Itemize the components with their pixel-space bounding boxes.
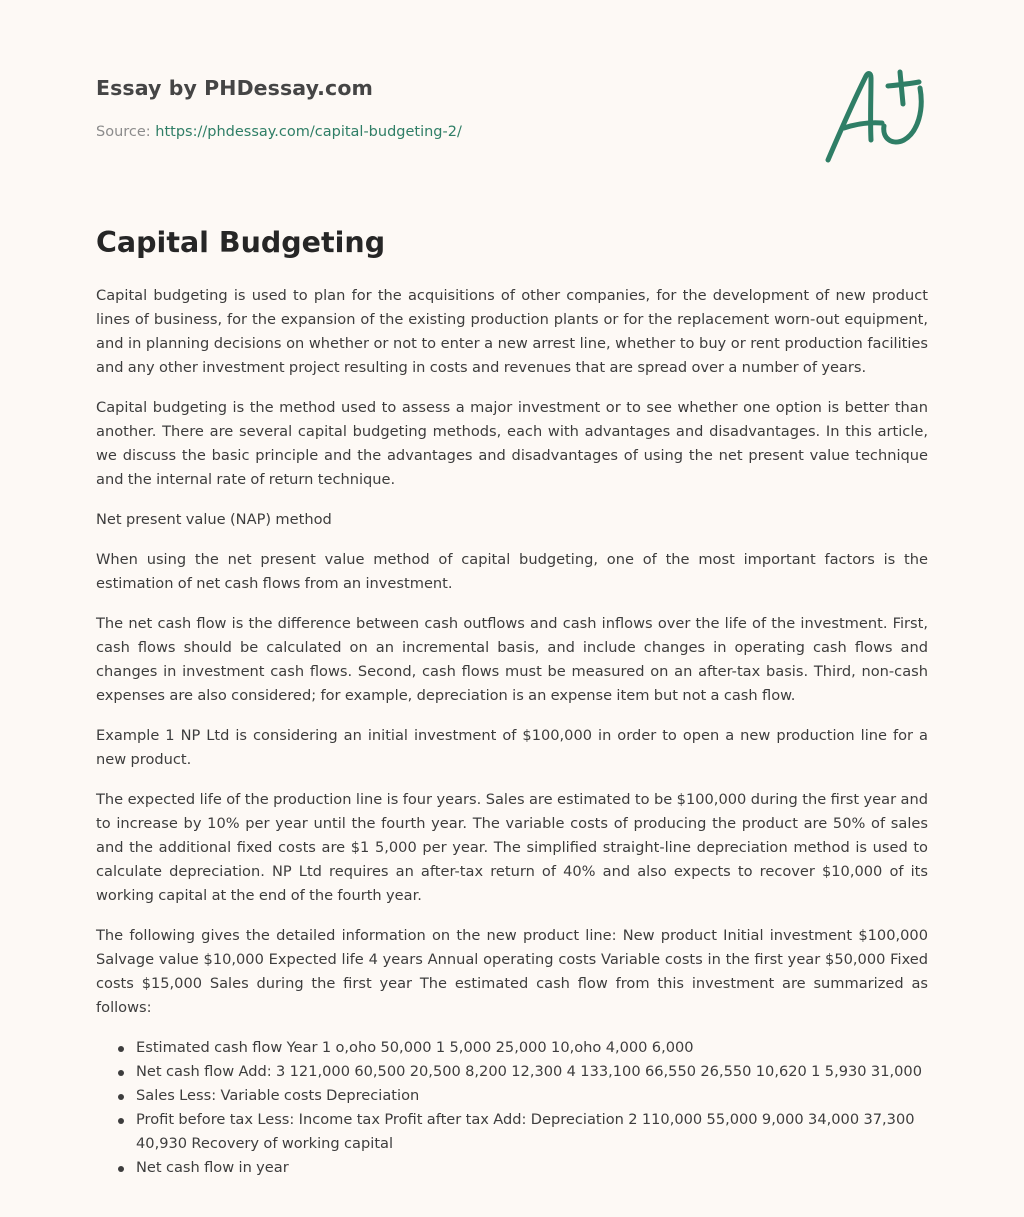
paragraph: Example 1 NP Ltd is considering an initial investment of $100,000 in order to open a new production line for a new product. bbox=[96, 727, 928, 768]
list-item: Estimated cash flow Year 1 o,oho 50,000 1 5,000 25,000 10,oho 4,000 6,000 bbox=[136, 1036, 928, 1060]
page bbox=[96, 0, 928, 1176]
a-plus-logo-icon bbox=[822, 66, 926, 166]
paragraph: Capital budgeting is used to plan for the acquisitions of other companies, for the development of new product lines of business, for the expansion of the existing production plants or for the replacement worn-out equipment, and in planning decisions on whether or not to enter a new arrest line, whether to buy or rent production facilities and any other investment project resulting in costs and revenues that are spread over a number of years. bbox=[96, 287, 928, 376]
list-item: Sales Less: Variable costs Depreciation bbox=[136, 1084, 928, 1108]
paragraph: The expected life of the production line is four years. Sales are estimated to be $100,000 during the first year and to increase by 10% per year until the fourth year. The variable costs of producing the product are 50% of sales and the additional fixed costs are $1 5,000 per year. The simplified straight-line depreciation method is used to calculate depreciation. NP Ltd requires an after-tax return of 40% and also expects to recover $10,000 of its working capital at the end of the fourth year. bbox=[96, 791, 928, 904]
source-line bbox=[96, 124, 462, 140]
paragraph: When using the net present value method of capital budgeting, one of the most important factors is the estimation of net cash flows from an investment. bbox=[96, 551, 928, 592]
header bbox=[96, 0, 928, 200]
paragraph: Capital budgeting is the method used to assess a major investment or to see whether one option is better than another. There are several capital budgeting methods, each with advantages and disadvantages. In this article, we discuss the basic principle and the advantages and disadvantages of using the net present value technique and the internal rate of return technique. bbox=[96, 399, 928, 488]
list-item: Profit before tax Less: Income tax Profit after tax Add: Depreciation 2 110,000 55,000 9,000 34,000 37,300 40,930 Recovery of working capital bbox=[136, 1108, 928, 1156]
list-item: Net cash flow Add: 3 121,000 60,500 20,500 8,200 12,300 4 133,100 66,550 26,550 10,620 1 5,930 31,000 bbox=[136, 1060, 928, 1084]
paragraph: The net cash flow is the difference between cash outflows and cash inflows over the life of the investment. First, cash flows should be calculated on an incremental basis, and include changes in operating cash flows and changes in investment cash flows. Second, cash flows must be measured on an after-tax basis. Third, non-cash expenses are also considered; for example, depreciation is an expense item but not a cash flow. bbox=[96, 615, 928, 704]
paragraph: The following gives the detailed information on the new product line: New product Initial investment $100,000 Salvage value $10,000 Expected life 4 years Annual operating costs Variable costs in the first year $50,000 Fixed costs $15,000 Sales during the first year The estimated cash flow from this investment are summarized as follows: bbox=[96, 927, 928, 1016]
source-link[interactable]: https://phdessay.com/capital-budgeting-2/ bbox=[155, 124, 462, 140]
source-label: Source: bbox=[96, 124, 156, 140]
bullet-list bbox=[96, 1036, 928, 1180]
article-body bbox=[96, 284, 928, 1180]
section-heading: Net present value (NAP) method bbox=[96, 511, 332, 528]
site-brand: Essay by PHDessay.com bbox=[96, 76, 373, 100]
article-title: Capital Budgeting bbox=[96, 226, 386, 259]
list-item: Net cash flow in year bbox=[136, 1156, 928, 1180]
